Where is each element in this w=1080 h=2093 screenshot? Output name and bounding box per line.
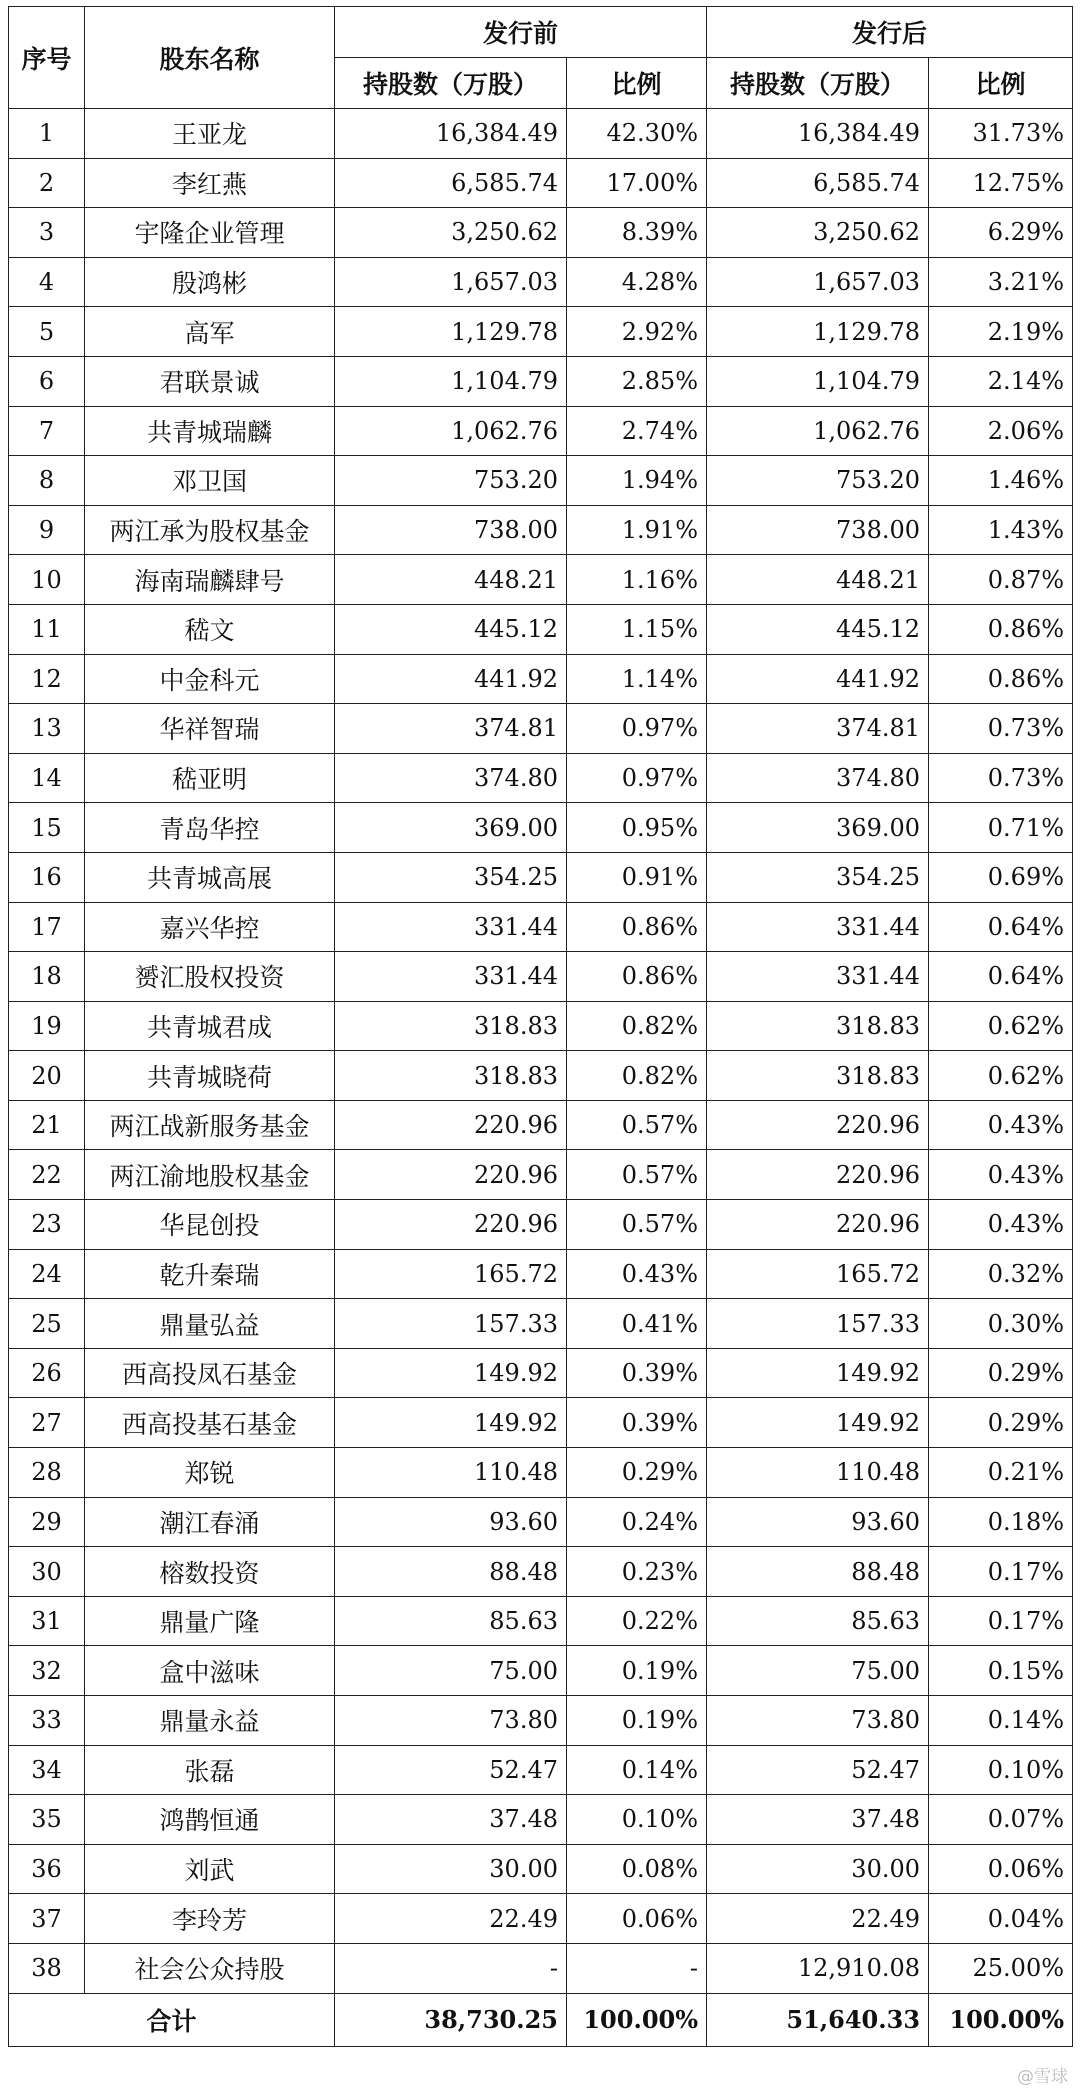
cell-before-shares: 52.47 [335,1745,567,1795]
cell-after-shares: 220.96 [707,1100,929,1150]
table-row [9,1100,1073,1150]
cell-seq: 30 [9,1547,85,1597]
cell-shareholder-name: 张磊 [85,1745,335,1795]
cell-after-shares: 73.80 [707,1696,929,1746]
cell-seq: 16 [9,852,85,902]
cell-after-ratio: 0.73% [929,704,1073,754]
cell-shareholder-name: 两江渝地股权基金 [85,1150,335,1200]
cell-before-shares: 738.00 [335,505,567,555]
total-row [9,1993,1073,2046]
header-shareholder-name: 股东名称 [85,7,335,109]
cell-shareholder-name: 鼎量永益 [85,1696,335,1746]
cell-before-ratio: 17.00% [567,158,707,208]
cell-before-ratio: 0.57% [567,1200,707,1250]
cell-before-shares: 354.25 [335,852,567,902]
cell-after-shares: 738.00 [707,505,929,555]
table-header [9,7,1073,109]
cell-seq: 33 [9,1696,85,1746]
cell-after-shares: 1,129.78 [707,307,929,357]
table-row [9,505,1073,555]
cell-before-shares: 441.92 [335,654,567,704]
cell-before-ratio: 0.91% [567,852,707,902]
cell-shareholder-name: 高军 [85,307,335,357]
cell-shareholder-name: 青岛华控 [85,803,335,853]
table-row [9,1696,1073,1746]
cell-before-shares: 85.63 [335,1596,567,1646]
cell-before-shares: 157.33 [335,1299,567,1349]
table-row [9,555,1073,605]
cell-before-shares: 318.83 [335,1051,567,1101]
cell-before-ratio: 0.22% [567,1596,707,1646]
cell-before-ratio: 0.39% [567,1398,707,1448]
cell-after-ratio: 0.21% [929,1448,1073,1498]
table-row [9,1646,1073,1696]
cell-after-shares: 165.72 [707,1249,929,1299]
cell-after-shares: 331.44 [707,952,929,1002]
cell-after-ratio: 3.21% [929,257,1073,307]
cell-before-ratio: 0.86% [567,952,707,1002]
table-row [9,1795,1073,1845]
cell-shareholder-name: 中金科元 [85,654,335,704]
table-row [9,356,1073,406]
cell-seq: 5 [9,307,85,357]
cell-before-shares: 369.00 [335,803,567,853]
cell-before-ratio: 0.82% [567,1001,707,1051]
cell-seq: 3 [9,208,85,258]
table-row [9,1051,1073,1101]
cell-before-shares: - [335,1943,567,1993]
cell-shareholder-name: 嘉兴华控 [85,902,335,952]
header-before-shares: 持股数（万股） [335,58,567,109]
header-before-ratio: 比例 [567,58,707,109]
cell-before-ratio: 0.29% [567,1448,707,1498]
cell-after-ratio: 0.32% [929,1249,1073,1299]
cell-after-shares: 1,062.76 [707,406,929,456]
cell-seq: 24 [9,1249,85,1299]
cell-before-shares: 73.80 [335,1696,567,1746]
cell-before-ratio: 0.95% [567,803,707,853]
cell-after-ratio: 0.07% [929,1795,1073,1845]
cell-after-ratio: 2.14% [929,356,1073,406]
cell-after-shares: 157.33 [707,1299,929,1349]
cell-shareholder-name: 华祥智瑞 [85,704,335,754]
cell-after-ratio: 0.18% [929,1497,1073,1547]
cell-seq: 12 [9,654,85,704]
cell-before-shares: 220.96 [335,1100,567,1150]
cell-after-shares: 12,910.08 [707,1943,929,1993]
cell-after-shares: 93.60 [707,1497,929,1547]
cell-shareholder-name: 嵇亚明 [85,753,335,803]
cell-shareholder-name: 刘武 [85,1844,335,1894]
cell-before-shares: 93.60 [335,1497,567,1547]
cell-after-ratio: 0.17% [929,1596,1073,1646]
cell-seq: 38 [9,1943,85,1993]
cell-before-ratio: 1.15% [567,604,707,654]
cell-seq: 10 [9,555,85,605]
cell-after-ratio: 0.04% [929,1894,1073,1944]
cell-before-shares: 445.12 [335,604,567,654]
cell-after-ratio: 0.62% [929,1001,1073,1051]
cell-before-shares: 374.81 [335,704,567,754]
cell-after-ratio: 0.43% [929,1200,1073,1250]
cell-after-ratio: 0.15% [929,1646,1073,1696]
cell-after-ratio: 0.30% [929,1299,1073,1349]
cell-before-shares: 6,585.74 [335,158,567,208]
cell-seq: 31 [9,1596,85,1646]
cell-before-ratio: - [567,1943,707,1993]
cell-shareholder-name: 鸿鹊恒通 [85,1795,335,1845]
cell-after-shares: 30.00 [707,1844,929,1894]
table-row [9,1596,1073,1646]
cell-shareholder-name: 西高投基石基金 [85,1398,335,1448]
cell-shareholder-name: 殷鸿彬 [85,257,335,307]
table-footer [9,1993,1073,2046]
cell-after-ratio: 31.73% [929,109,1073,159]
cell-before-shares: 30.00 [335,1844,567,1894]
cell-before-shares: 220.96 [335,1200,567,1250]
cell-before-shares: 374.80 [335,753,567,803]
total-label: 合计 [9,1993,335,2046]
cell-seq: 27 [9,1398,85,1448]
cell-before-ratio: 0.86% [567,902,707,952]
cell-before-shares: 1,657.03 [335,257,567,307]
cell-after-ratio: 0.62% [929,1051,1073,1101]
cell-shareholder-name: 李玲芳 [85,1894,335,1944]
cell-before-shares: 3,250.62 [335,208,567,258]
cell-seq: 32 [9,1646,85,1696]
table-row [9,1547,1073,1597]
table-row [9,1249,1073,1299]
cell-after-ratio: 6.29% [929,208,1073,258]
table-row [9,307,1073,357]
cell-shareholder-name: 郑锐 [85,1448,335,1498]
cell-before-ratio: 0.39% [567,1348,707,1398]
cell-shareholder-name: 李红燕 [85,158,335,208]
cell-before-ratio: 1.91% [567,505,707,555]
cell-after-shares: 369.00 [707,803,929,853]
cell-shareholder-name: 华昆创投 [85,1200,335,1250]
table-row [9,1448,1073,1498]
cell-before-shares: 753.20 [335,456,567,506]
cell-seq: 37 [9,1894,85,1944]
cell-seq: 18 [9,952,85,1002]
table-row [9,952,1073,1002]
header-before-issue: 发行前 [335,7,707,58]
table-row [9,604,1073,654]
cell-before-shares: 16,384.49 [335,109,567,159]
cell-seq: 17 [9,902,85,952]
cell-seq: 9 [9,505,85,555]
total-before-ratio: 100.00% [567,1993,707,2046]
cell-after-ratio: 0.29% [929,1348,1073,1398]
cell-shareholder-name: 王亚龙 [85,109,335,159]
cell-before-ratio: 0.41% [567,1299,707,1349]
table-row [9,208,1073,258]
cell-shareholder-name: 鼎量弘益 [85,1299,335,1349]
cell-shareholder-name: 社会公众持股 [85,1943,335,1993]
cell-after-shares: 52.47 [707,1745,929,1795]
cell-after-shares: 220.96 [707,1200,929,1250]
cell-before-ratio: 0.24% [567,1497,707,1547]
cell-after-ratio: 0.06% [929,1844,1073,1894]
cell-seq: 8 [9,456,85,506]
cell-after-shares: 37.48 [707,1795,929,1845]
cell-before-ratio: 2.85% [567,356,707,406]
cell-shareholder-name: 两江战新服务基金 [85,1100,335,1150]
header-row-1 [9,7,1073,58]
cell-after-ratio: 0.73% [929,753,1073,803]
cell-before-shares: 1,104.79 [335,356,567,406]
cell-before-ratio: 4.28% [567,257,707,307]
table-body [9,109,1073,1994]
cell-seq: 23 [9,1200,85,1250]
cell-after-shares: 441.92 [707,654,929,704]
cell-after-ratio: 0.86% [929,604,1073,654]
cell-before-shares: 165.72 [335,1249,567,1299]
cell-after-shares: 149.92 [707,1348,929,1398]
cell-before-shares: 1,129.78 [335,307,567,357]
cell-seq: 13 [9,704,85,754]
cell-before-ratio: 1.94% [567,456,707,506]
cell-after-ratio: 2.06% [929,406,1073,456]
cell-after-ratio: 1.43% [929,505,1073,555]
header-seq: 序号 [9,7,85,109]
cell-after-ratio: 12.75% [929,158,1073,208]
table-row [9,1398,1073,1448]
cell-shareholder-name: 共青城晓荷 [85,1051,335,1101]
cell-after-shares: 318.83 [707,1001,929,1051]
cell-shareholder-name: 盒中滋味 [85,1646,335,1696]
cell-shareholder-name: 共青城君成 [85,1001,335,1051]
cell-shareholder-name: 共青城瑞麟 [85,406,335,456]
cell-before-ratio: 0.06% [567,1894,707,1944]
cell-seq: 15 [9,803,85,853]
cell-before-ratio: 42.30% [567,109,707,159]
cell-seq: 22 [9,1150,85,1200]
table-row [9,654,1073,704]
cell-before-ratio: 0.43% [567,1249,707,1299]
total-before-shares: 38,730.25 [335,1993,567,2046]
cell-seq: 11 [9,604,85,654]
table-row [9,158,1073,208]
cell-after-ratio: 0.69% [929,852,1073,902]
cell-after-ratio: 0.87% [929,555,1073,605]
cell-after-shares: 331.44 [707,902,929,952]
table-row [9,1943,1073,1993]
table-row [9,1150,1073,1200]
cell-after-ratio: 0.86% [929,654,1073,704]
cell-before-ratio: 0.57% [567,1100,707,1150]
table-row [9,852,1073,902]
table-row [9,1001,1073,1051]
cell-before-ratio: 0.82% [567,1051,707,1101]
cell-before-ratio: 1.16% [567,555,707,605]
table-row [9,1497,1073,1547]
cell-before-shares: 318.83 [335,1001,567,1051]
table-row [9,1200,1073,1250]
cell-after-shares: 354.25 [707,852,929,902]
cell-before-shares: 75.00 [335,1646,567,1696]
header-after-shares: 持股数（万股） [707,58,929,109]
cell-after-ratio: 2.19% [929,307,1073,357]
cell-after-ratio: 0.10% [929,1745,1073,1795]
cell-seq: 20 [9,1051,85,1101]
cell-after-shares: 149.92 [707,1398,929,1448]
cell-before-shares: 22.49 [335,1894,567,1944]
cell-after-shares: 753.20 [707,456,929,506]
cell-after-shares: 88.48 [707,1547,929,1597]
cell-shareholder-name: 共青城高展 [85,852,335,902]
table-row [9,257,1073,307]
cell-before-shares: 149.92 [335,1348,567,1398]
cell-before-ratio: 2.92% [567,307,707,357]
table-row [9,406,1073,456]
header-after-issue: 发行后 [707,7,1073,58]
cell-shareholder-name: 两江承为股权基金 [85,505,335,555]
table-row [9,1348,1073,1398]
cell-after-shares: 318.83 [707,1051,929,1101]
cell-after-shares: 85.63 [707,1596,929,1646]
cell-after-ratio: 0.17% [929,1547,1073,1597]
table-row [9,704,1073,754]
cell-seq: 21 [9,1100,85,1150]
cell-seq: 29 [9,1497,85,1547]
cell-before-shares: 110.48 [335,1448,567,1498]
cell-after-shares: 374.81 [707,704,929,754]
cell-after-shares: 374.80 [707,753,929,803]
cell-shareholder-name: 嵇文 [85,604,335,654]
table-row [9,109,1073,159]
cell-before-ratio: 0.19% [567,1696,707,1746]
cell-before-shares: 331.44 [335,952,567,1002]
cell-after-shares: 110.48 [707,1448,929,1498]
cell-after-ratio: 0.29% [929,1398,1073,1448]
total-after-shares: 51,640.33 [707,1993,929,2046]
cell-shareholder-name: 潮江春涌 [85,1497,335,1547]
cell-seq: 6 [9,356,85,406]
cell-after-shares: 6,585.74 [707,158,929,208]
cell-seq: 19 [9,1001,85,1051]
cell-before-shares: 149.92 [335,1398,567,1448]
cell-seq: 2 [9,158,85,208]
cell-before-ratio: 8.39% [567,208,707,258]
cell-before-ratio: 0.10% [567,1795,707,1845]
cell-after-ratio: 0.14% [929,1696,1073,1746]
table-row [9,1745,1073,1795]
cell-before-shares: 220.96 [335,1150,567,1200]
cell-after-shares: 3,250.62 [707,208,929,258]
header-after-ratio: 比例 [929,58,1073,109]
cell-shareholder-name: 西高投凤石基金 [85,1348,335,1398]
table-row [9,1844,1073,1894]
cell-seq: 14 [9,753,85,803]
cell-before-ratio: 1.14% [567,654,707,704]
cell-after-shares: 1,104.79 [707,356,929,406]
cell-after-shares: 16,384.49 [707,109,929,159]
cell-shareholder-name: 赟汇股权投资 [85,952,335,1002]
cell-seq: 34 [9,1745,85,1795]
watermark: @雪球 [1017,2067,1068,2087]
cell-before-shares: 331.44 [335,902,567,952]
cell-seq: 28 [9,1448,85,1498]
table-row [9,1299,1073,1349]
cell-after-ratio: 0.43% [929,1150,1073,1200]
cell-before-ratio: 0.97% [567,753,707,803]
cell-before-ratio: 0.97% [567,704,707,754]
cell-before-ratio: 0.19% [567,1646,707,1696]
cell-after-shares: 75.00 [707,1646,929,1696]
total-after-ratio: 100.00% [929,1993,1073,2046]
table-row [9,456,1073,506]
cell-before-ratio: 0.57% [567,1150,707,1200]
cell-after-ratio: 25.00% [929,1943,1073,1993]
cell-shareholder-name: 海南瑞麟肆号 [85,555,335,605]
cell-before-shares: 37.48 [335,1795,567,1845]
cell-after-ratio: 1.46% [929,456,1073,506]
table-row [9,753,1073,803]
cell-seq: 4 [9,257,85,307]
cell-seq: 25 [9,1299,85,1349]
cell-after-ratio: 0.64% [929,952,1073,1002]
cell-after-shares: 22.49 [707,1894,929,1944]
table-row [9,803,1073,853]
cell-after-shares: 220.96 [707,1150,929,1200]
cell-seq: 36 [9,1844,85,1894]
cell-before-shares: 1,062.76 [335,406,567,456]
cell-after-shares: 1,657.03 [707,257,929,307]
cell-seq: 26 [9,1348,85,1398]
cell-after-ratio: 0.71% [929,803,1073,853]
cell-seq: 1 [9,109,85,159]
cell-before-shares: 88.48 [335,1547,567,1597]
cell-shareholder-name: 榕数投资 [85,1547,335,1597]
cell-shareholder-name: 邓卫国 [85,456,335,506]
cell-after-ratio: 0.64% [929,902,1073,952]
cell-before-ratio: 2.74% [567,406,707,456]
shareholding-table [8,6,1073,2047]
table-row [9,902,1073,952]
cell-after-shares: 445.12 [707,604,929,654]
cell-before-ratio: 0.14% [567,1745,707,1795]
cell-shareholder-name: 鼎量广隆 [85,1596,335,1646]
cell-before-ratio: 0.08% [567,1844,707,1894]
cell-after-ratio: 0.43% [929,1100,1073,1150]
cell-shareholder-name: 君联景诚 [85,356,335,406]
cell-shareholder-name: 宇隆企业管理 [85,208,335,258]
cell-before-ratio: 0.23% [567,1547,707,1597]
cell-after-shares: 448.21 [707,555,929,605]
cell-shareholder-name: 乾升秦瑞 [85,1249,335,1299]
table-row [9,1894,1073,1944]
cell-before-shares: 448.21 [335,555,567,605]
cell-seq: 7 [9,406,85,456]
cell-seq: 35 [9,1795,85,1845]
